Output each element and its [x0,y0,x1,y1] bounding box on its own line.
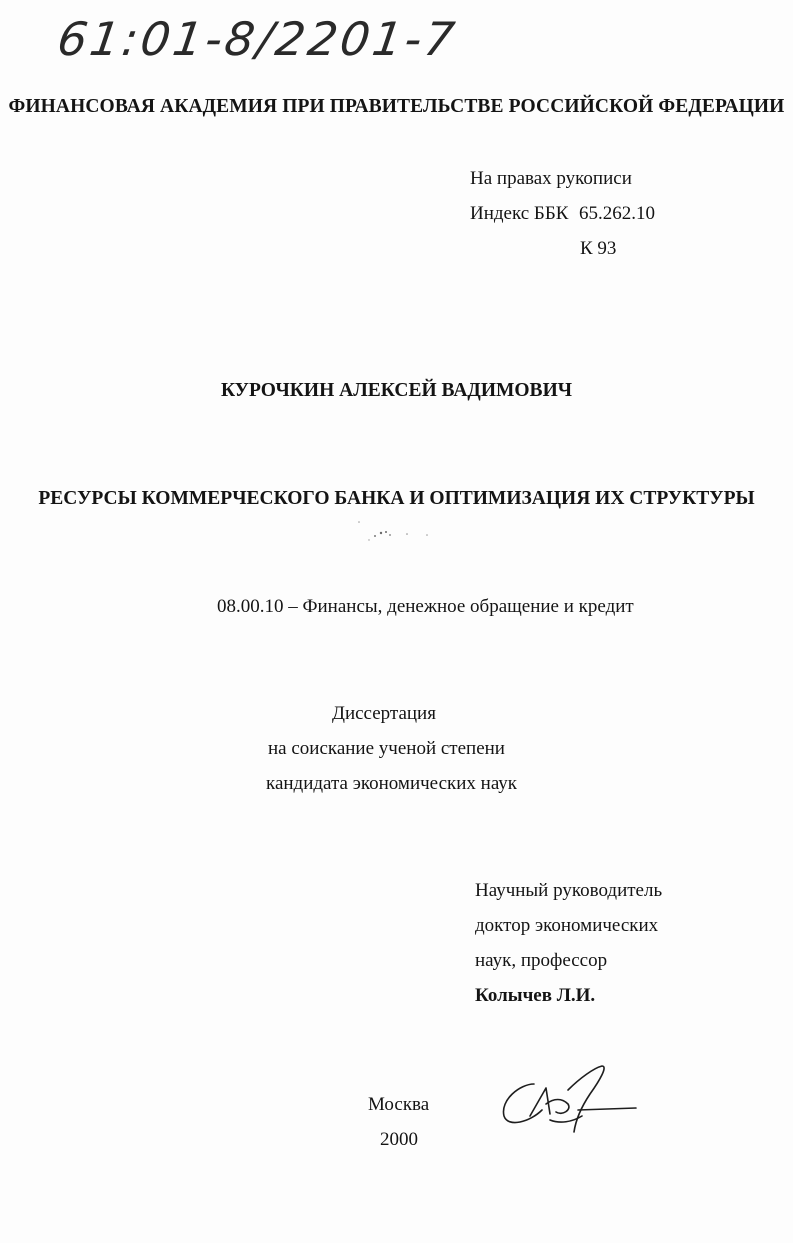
advisor-degree-line-1: доктор экономических [475,915,659,936]
thesis-title: РЕСУРСЫ КОММЕРЧЕСКОГО БАНКА И ОПТИМИЗАЦИЯ ИХ СТРУКТУРЫ [38,488,755,509]
degree-line-2: на соискание ученой степени [268,738,505,759]
author-mark-code: К 93 [580,238,617,259]
specialty-code: 08.00.10 – Финансы, денежное обращение и кредит [217,596,634,617]
handwritten-archive-code: 61:01-8/2201-7 [54,12,461,66]
bbk-index-label: Индекс ББК [470,203,569,224]
author-name: КУРОЧКИН АЛЕКСЕЙ ВАДИМОВИЧ [220,380,573,401]
degree-line-1: Диссертация [332,703,436,724]
advisor-role: Научный руководитель [475,880,663,901]
publication-city: Москва [368,1094,430,1115]
degree-line-3: кандидата экономических наук [266,773,518,794]
advisor-name: Колычев Л.И. [475,985,596,1006]
manuscript-rights-note: На правах рукописи [470,168,632,189]
institution-name: ФИНАНСОВАЯ АКАДЕМИЯ ПРИ ПРАВИТЕЛЬСТВЕ РОССИЙСКОЙ ФЕДЕРАЦИИ [8,96,785,117]
publication-year: 2000 [380,1129,418,1150]
scan-specks [355,520,445,550]
advisor-degree-line-2: наук, профессор [475,950,608,971]
bbk-index-value: 65.262.10 [579,203,655,224]
handwritten-signature [490,1060,640,1140]
